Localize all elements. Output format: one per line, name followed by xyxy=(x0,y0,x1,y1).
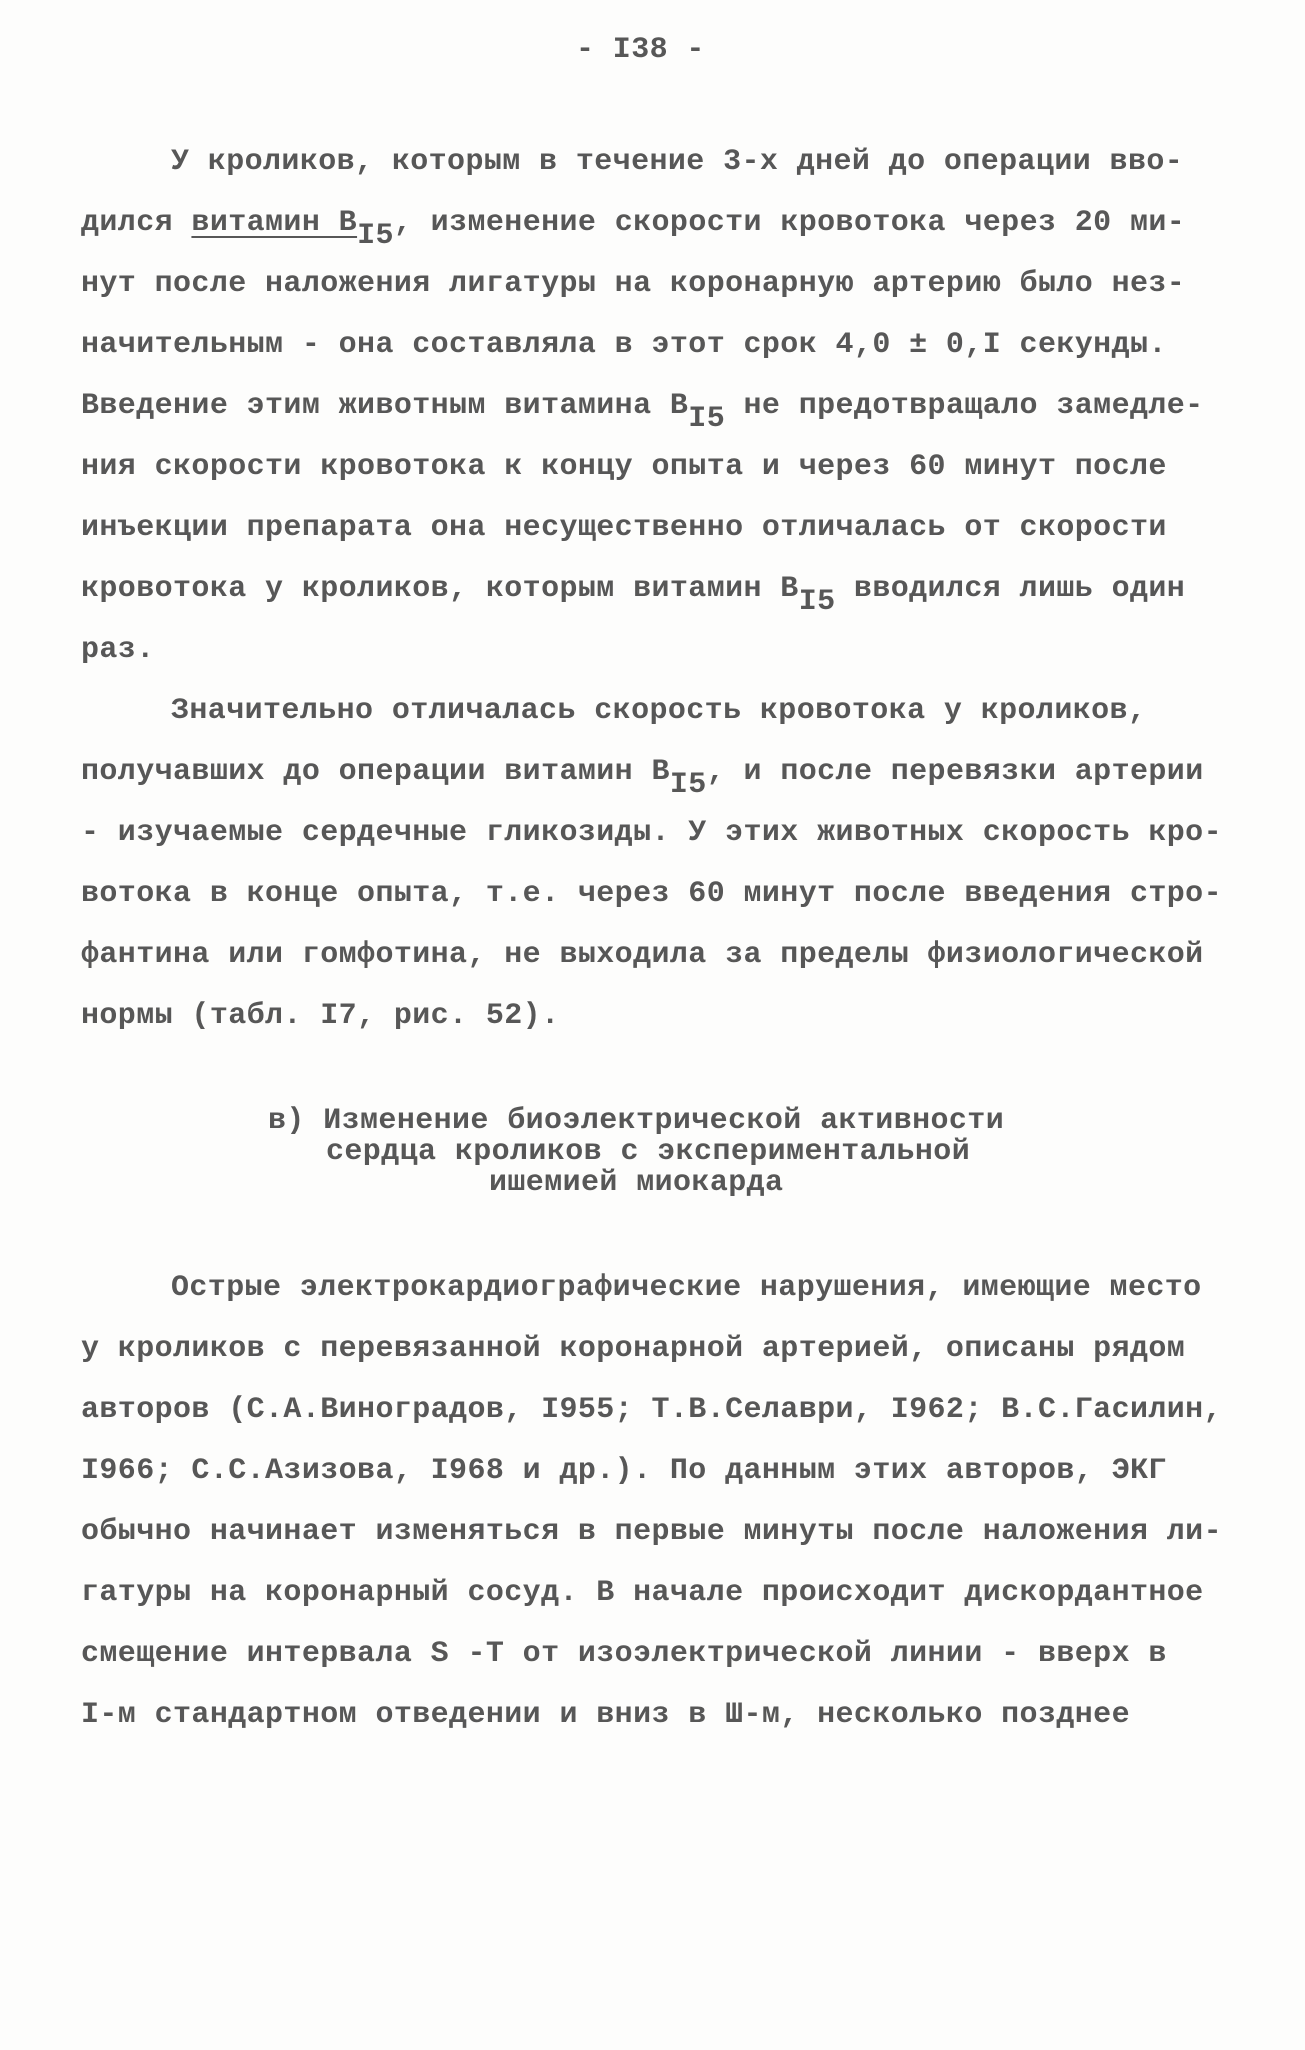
underlined-text: витамин B xyxy=(191,206,358,240)
text-line: начительным - она составляла в этот срок 4,0 ± 0,I секунды. xyxy=(81,328,1167,362)
subscript-text: I5 xyxy=(688,402,726,436)
paragraph-2 xyxy=(81,681,1222,1047)
text-line: I-м стандартном отведении и вниз в Ш-м, несколько позднее xyxy=(81,1698,1130,1732)
text-segment: получавших до операции витамин B xyxy=(81,755,670,789)
text-line: - изучаемые сердечные гликозиды. У этих животных скорость кро- xyxy=(81,816,1222,850)
text-segment: , изменение скорости кровотока через 20 ми- xyxy=(393,206,1186,240)
text-line: I966; С.С.Азизова, I968 и др.). По данным этих авторов, ЭКГ xyxy=(81,1454,1167,1488)
text-line xyxy=(81,559,1222,620)
subscript-text: I5 xyxy=(357,219,394,253)
text-line: инъекции препарата она несущественно отличалась от скорости xyxy=(81,511,1167,545)
heading-line: в) Изменение биоэлектрической активности xyxy=(268,1104,1005,1138)
text-line: фантина или гомфотина, не выходила за пределы физиологической xyxy=(81,938,1204,972)
text-segment: Введение этим животным витамина B xyxy=(81,389,689,423)
heading-line: ишемией миокарда xyxy=(489,1166,784,1200)
subscript-text: I5 xyxy=(669,768,707,802)
text-segment: , и после перевязки артерии xyxy=(706,755,1204,789)
text-line xyxy=(81,376,1222,437)
text-line: обычно начинает изменяться в первые минуты после наложения ли- xyxy=(81,1515,1222,1549)
text-line: у кроликов с перевязанной коронарной артерией, описаны рядом xyxy=(81,1332,1186,1366)
section-heading xyxy=(0,1106,1004,1199)
paragraph-3 xyxy=(81,1258,1222,1746)
text-line xyxy=(81,742,1222,803)
paragraph-1 xyxy=(81,132,1222,681)
text-line: гатуры на коронарный сосуд. В начале происходит дискордантное xyxy=(81,1576,1204,1610)
text-line: нормы (табл. I7, рис. 52). xyxy=(81,999,560,1033)
text-line: раз. xyxy=(81,633,155,667)
text-line: Острые электрокардиографические нарушения, имеющие место xyxy=(171,1271,1202,1305)
body-text-upper xyxy=(81,132,1222,1047)
page-number: - I38 - xyxy=(576,33,705,67)
heading-line: сердца кроликов с экспериментальной xyxy=(326,1135,971,1169)
text-segment: не предотвращало замедле- xyxy=(725,389,1204,423)
subscript-text: I5 xyxy=(798,585,836,619)
text-segment: дился xyxy=(81,206,192,240)
text-line: нут после наложения лигатуры на коронарную артерию было нез- xyxy=(81,267,1186,301)
text-segment: вводился лишь один xyxy=(835,572,1186,606)
text-line: смещение интервала S -Т от изоэлектрической линии - вверх в xyxy=(81,1637,1167,1671)
text-line: У кроликов, которым в течение 3-х дней до операции вво- xyxy=(171,145,1184,179)
text-line: вотока в конце опыта, т.е. через 60 минут после введения стро- xyxy=(81,877,1222,911)
body-text-lower xyxy=(81,1258,1222,1746)
text-line xyxy=(81,193,1222,254)
text-segment: кровотока у кроликов, которым витамин B xyxy=(81,572,799,606)
text-line: Значительно отличалась скорость кровотока у кроликов, xyxy=(171,694,1147,728)
text-line: авторов (С.А.Виноградов, I955; Т.В.Селаври, I962; В.С.Гасилин, xyxy=(81,1393,1222,1427)
text-line: ния скорости кровотока к концу опыта и через 60 минут после xyxy=(81,450,1167,484)
